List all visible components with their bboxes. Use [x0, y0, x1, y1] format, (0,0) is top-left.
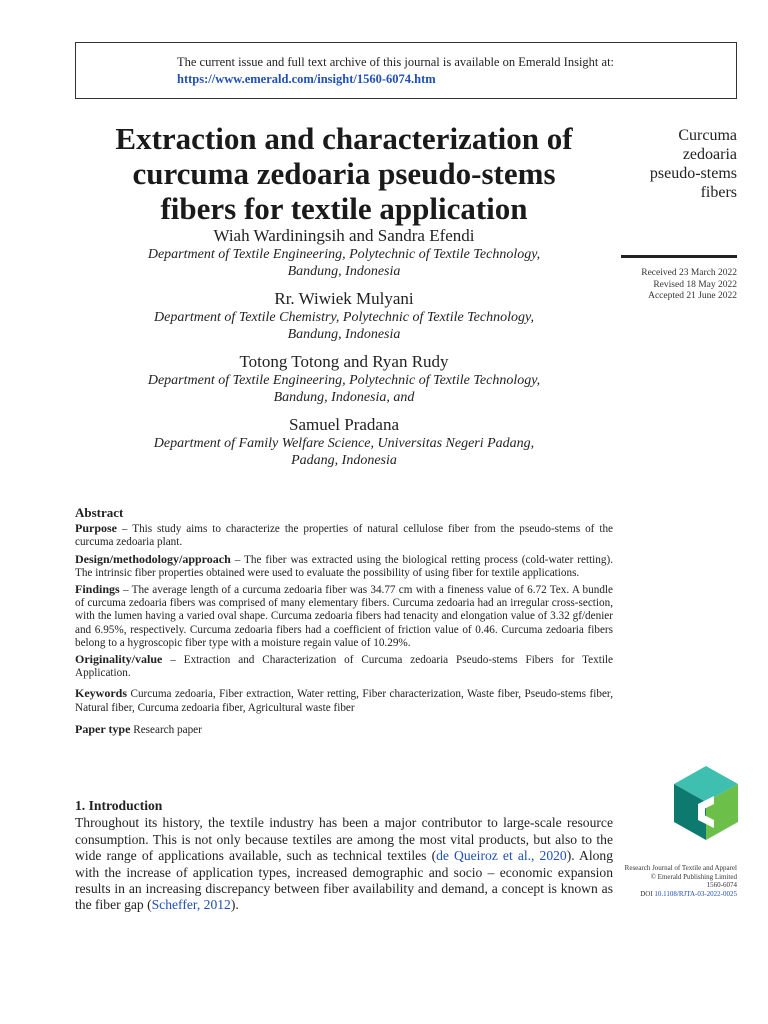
author-affiliation: Bandung, Indonesia — [287, 327, 401, 342]
running-title — [597, 126, 737, 202]
title-line: curcuma zedoaria pseudo-stems — [132, 156, 556, 191]
abstract-purpose — [75, 522, 613, 549]
author-affiliation: Department of Family Welfare Science, Universitas Negeri Padang, — [153, 436, 535, 451]
section-text: Research paper — [130, 723, 202, 736]
section-text: – Extraction and Characterization of Curcuma zedoaria Pseudo-stems Fibers for Textile Application. — [75, 654, 613, 680]
section-label: Purpose — [75, 521, 117, 536]
author-names: Samuel Pradana — [289, 415, 399, 434]
section-text: Curcuma zedoaria, Fiber extraction, Water retting, Fiber characterization, Waste fiber, Pseudo-stems fiber, Natural fiber, Curcuma zedoaria fiber, Agricultural waste fiber — [75, 688, 613, 714]
doi-label: DOI — [640, 889, 653, 898]
section-label: Findings — [75, 582, 120, 597]
banner-text: The current issue and full text archive of this journal is available on Emerald Insight at: — [177, 55, 615, 69]
abstract-keywords — [75, 687, 613, 714]
author-affiliation: Department of Textile Engineering, Polytechnic of Textile Technology, — [147, 373, 541, 388]
body-text: ). — [230, 897, 239, 913]
doi-link[interactable]: 10.1108/RJTA-03-2022-0025 — [654, 889, 737, 898]
accepted-date: Accepted 21 June 2022 — [648, 291, 737, 301]
abstract-originality — [75, 653, 613, 680]
abstract-design — [75, 553, 613, 580]
author-affiliation: Padang, Indonesia — [291, 453, 397, 468]
running-title-line: fibers — [700, 184, 737, 201]
running-title-line: pseudo-stems — [649, 165, 737, 182]
author-names: Wiah Wardiningsih and Sandra Efendi — [213, 226, 475, 245]
journal-name: Research Journal of Textile and Apparel — [624, 864, 737, 872]
citation-link[interactable]: Scheffer, 2012 — [151, 897, 231, 913]
publisher: © Emerald Publishing Limited — [650, 872, 737, 881]
section-label: Paper type — [75, 721, 131, 736]
running-title-line: zedoaria — [682, 146, 737, 163]
section-label: Keywords — [75, 686, 127, 701]
section-text: – This study aims to characterize the properties of natural cellulose fiber from the pseudo-stems of the curcuma zedoaria plant. — [75, 523, 613, 549]
section-text: – The fiber was extracted using the biological retting process (cold-water retting). The intrinsic fiber properties obtained were used to evaluate the possibility of using fiber for textile applications. — [75, 553, 613, 579]
introduction-body — [75, 815, 613, 913]
abstract-findings — [75, 583, 613, 650]
section-label: Design/methodology/approach — [75, 551, 231, 566]
citation-link[interactable]: de Queiroz et al., 2020 — [436, 848, 567, 864]
body-text: Throughout its history, the textile industry has been a major contributor to large-scale resource consumption. This is not only because textiles are among the most vital products, but also to the wide range of applications available, such as technical textiles ( — [75, 815, 613, 864]
body-text: ). Along with the increase of application types, increased demographic and socio – economic expansion results in an increasing discrepancy between fiber availability and demand, a concept is known as the fiber gap ( — [75, 848, 613, 913]
title-line: fibers for textile application — [160, 191, 528, 226]
abstract-section — [75, 506, 613, 740]
abstract-heading: Abstract — [75, 505, 124, 520]
received-date: Received 23 March 2022 — [641, 268, 737, 278]
author-affiliation: Department of Textile Engineering, Polytechnic of Textile Technology, — [147, 247, 541, 262]
section-text: – The average length of a curcuma zedoaria fiber was 34.77 cm with a fineness value of 6.72 Tex. A bundle of curcuma zedoaria fibers was comprised of many elementary fibers. Curcuma zedoaria had an irregular cross-section, with the lumen having a varied oval shape. Curcuma zedoaria fibers had tenacity and elongation value of 3.32 gf/denier and 6.95%, respectively. Curcuma zedoaria fibers had a coefficient of friction value of 0.46. Curcuma zedoaria fibers belong to a hygroscopic fiber type with a moisture regain value of 10.29%. — [75, 584, 613, 649]
article-dates — [597, 268, 737, 303]
crossmark-logo[interactable] — [674, 766, 738, 840]
author-affiliation: Bandung, Indonesia — [287, 264, 401, 279]
section-label: Originality/value — [75, 652, 163, 667]
introduction-heading: 1. Introduction — [75, 798, 163, 813]
journal-info — [607, 864, 737, 898]
title-line: Extraction and characterization of — [115, 121, 573, 156]
abstract-paper-type — [75, 723, 613, 737]
banner-url-link[interactable]: https://www.emerald.com/insight/1560-6074.htm — [177, 72, 436, 86]
archive-banner — [75, 42, 737, 99]
author-affiliation: Bandung, Indonesia, and — [273, 390, 415, 405]
article-title — [56, 121, 632, 226]
issn: 1560-6074 — [706, 881, 737, 889]
revised-date: Revised 18 May 2022 — [653, 279, 737, 290]
author-names: Totong Totong and Ryan Rudy — [239, 352, 449, 371]
introduction-section — [75, 798, 613, 914]
running-title-line: Curcuma — [678, 127, 737, 144]
doi-line — [607, 890, 737, 899]
author-affiliation: Department of Textile Chemistry, Polytechnic of Textile Technology, — [154, 310, 534, 325]
author-names: Rr. Wiwiek Mulyani — [274, 289, 414, 308]
author-block — [94, 226, 594, 469]
sidebar-divider — [621, 255, 737, 258]
